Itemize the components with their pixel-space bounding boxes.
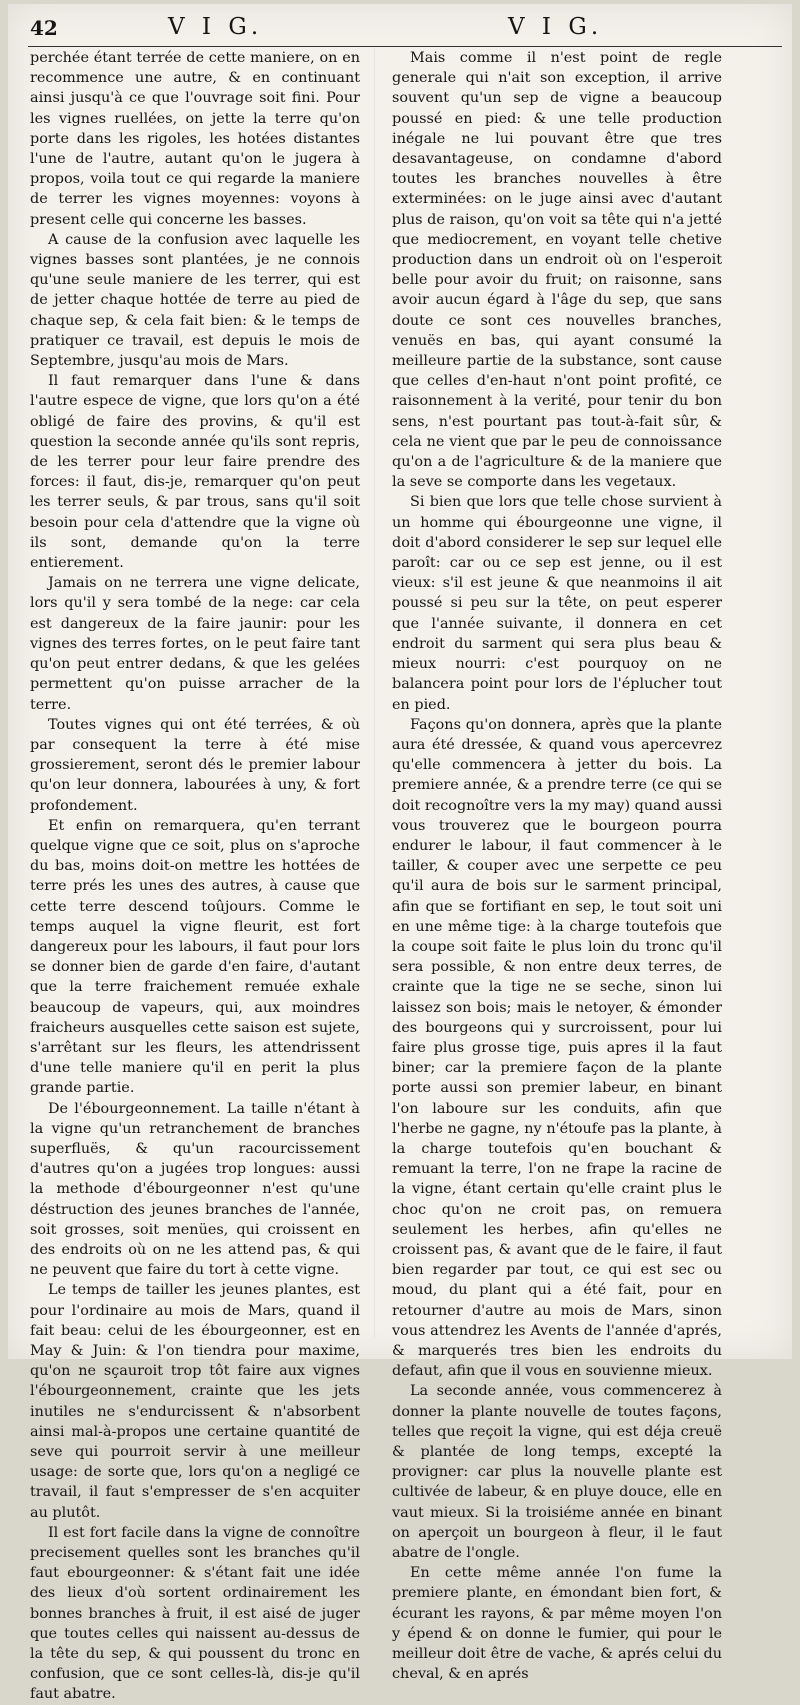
running-head-left: V I G. — [168, 14, 264, 40]
page-header — [8, 12, 792, 46]
paragraph: perchée étant terrée de cette maniere, on en recommence une autre, & en continuant ainsi jusqu'à ce que l'ouvrage soit fini. Pour les vignes ruellées, on jette la terre qu'on porte dans les rigoles, les hotées distantes l'une de l'autre, autant qu'on le jugera à propos, voila tout ce qui regarde la maniere de terrer les vignes moyennes: voyons à present celle qui concerne les basses. — [30, 50, 360, 228]
page-number: 42 — [30, 16, 58, 40]
running-head-right: V I G. — [508, 14, 604, 40]
left-column — [30, 48, 360, 1705]
paragraph: Façons qu'on donnera, après que la plante aura été dressée, & quand vous apercevrez qu'elle commencera à jetter du bois. La premiere année, & a prendre terre (ce qui se doit recognoître vers la my may) quand aussi vous trouverez que le bourgeon pourra endurer le labour, il faut commencer à le tailler, & couper avec une serpette ce peu qu'il aura de bois sur le sarment principal, afin que se fortifiant en sep, le tout soit uni en une même tige: à la charge toutefois que la coupe soit faite le plus loin du tronc qu'il sera possible, & non entre deux terres, de crainte que la tige ne se seche, sinon lui laissez son bois; mais le netoyer, & émonder des bourgeons qui y surcroissent, pour lui faire plus grosse tige, puis apres il la faut biner; car la premiere façon de la plante porte aussi son premier labeur, en binant l'on laboure sur les conduits, afin que l'herbe ne gagne, ny n'étoufe pas la plante, à la charge toutefois qu'en bouchant & remuant la terre, l'on ne frape la racine de la vigne, étant certain qu'elle craint plus le choc qu'on ne croit pas, on remuera seulement les herbes, afin qu'elles ne croissent pas, & avant que de le faire, il faut bien regarder par tout, ce qui est sec ou moud, du plant qui a été fait, pour en retourner d'autre au mois de Mars, sinon vous attendrez les Avents de l'année d'aprés, & marquerés tres bien les endroits du defaut, afin que il vous en souvienne mieux. — [392, 716, 722, 1380]
paragraph: Le temps de tailler les jeunes plantes, est pour l'ordinaire au mois de Mars, quand il fait beau: celui de les ébourgeonner, est en May & Juin: & l'on tiendra pour maxime, qu'on ne sçauroit trop tôt faire aux vignes l'ébourgeonnement, crainte que les jets inutiles ne s'endurcissent & n'absorbent ainsi mal-à-propos une certaine quantité de seve qui pourroit servir à une meilleur usage: de sorte que, lors qu'on a negligé ce travail, il faut s'empresser de s'en acquiter au plutôt. — [30, 1282, 360, 1521]
paragraph: La seconde année, vous commencerez à donner la plante nouvelle de toutes façons, telles que reçoit la vigne, qui est déja creuë & plantée de long temps, excepté la provigner: car plus la nouvelle plante est cultivée de labeur, & en pluye douce, elle en vaut mieux. Si la troisiéme année en binant on aperçoit un bourgeon à fleur, il le faut abatre de l'ongle. — [392, 1383, 722, 1562]
paragraph: En cette même année l'on fume la premiere plante, en émondant bien fort, & écurant les rayons, & par même moyen l'on y épend & on donne le fumier, qui pour le meilleur doit être de vache, & aprés celui du cheval, & en aprés — [392, 1565, 722, 1683]
paragraph: Mais comme il n'est point de regle generale qui n'ait son exception, il arrive souvent qu'un sep de vigne a beaucoup poussé en pied: & une telle production inégale ne lui pouvant être que tres desavantageuse, on condamne d'abord toutes les branches nouvelles à être exterminées: on le juge ainsi avec d'autant plus de raison, qu'on voit sa tête qui n'a jetté que mediocrement, en voyant telle chetive production dans un endroit où on l'esperoit belle pour avoir du fruit; on raisonne, sans avoir aucun égard à l'âge du sep, que sans doute ce sont ces nouvelles branches, venuës en bas, qui ayant consumé la meilleure partie de la substance, sont cause que celles d'en-haut n'ont point profité, ce raisonnement à la verité, pour tenir du bon sens, n'est pourtant pas tout-à-fait sûr, & cela ne vient que par le peu de connoissance qu'on a de l'agriculture & de la maniere que la seve se comporte dans les vegetaux. — [392, 50, 722, 491]
paragraph: Il faut remarquer dans l'une & dans l'autre espece de vigne, que lors qu'on a été obligé de faire des provins, & qu'il est question la seconde année qu'ils sont repris, de les terrer pour leur faire prendre des forces: il faut, dis-je, remarquer qu'on peut les terrer seuls, & par trous, sans qu'il soit besoin pour cela d'attendre que la vigne où ils sont, demande qu'on la terre entierement. — [30, 373, 360, 572]
paragraph: Il est fort facile dans la vigne de connoître precisement quelles sont les branches qu'il faut ebourgeonner: & s'étant fait une idée des lieux d'où sortent ordinairement les bonnes branches à fruit, il est aisé de juger que toutes celles qui naissent au-dessus de la tête du sep, & qui poussent du tronc en confusion, que ce sont celles-là, dis-je qu'il faut abatre. — [30, 1524, 360, 1703]
header-rule — [28, 46, 782, 47]
column-gutter — [374, 48, 375, 1338]
paragraph: A cause de la confusion avec laquelle les vignes basses sont plantées, je ne connois qu'une seule maniere de les terrer, qui est de jetter chaque hottée de terre au pied de chaque sep, & cela fait bien: & le temps de pratiquer ce travail, est depuis le mois de Septembre, jusqu'au mois de Mars. — [30, 231, 360, 370]
paragraph: Et enfin on remarquera, qu'en terrant quelque vigne que ce soit, plus on s'aproche du bas, moins doit-on mettre les hottées de terre prés les unes des autres, à cause que cette terre descend toûjours. Comme le temps auquel la vigne fleurit, est fort dangereux pour les labours, il faut pour lors se donner bien de garde d'en faire, d'autant que la terre fraichement remuée exhale beaucoup de vapeurs, qui, aux moindres fraicheurs ausquelles cette saison est sujete, s'arrêtant sur les fleurs, les attendrissent d'une telle maniere qu'il en perit la plus grande partie. — [30, 817, 360, 1097]
paragraph: De l'ébourgeonnement. La taille n'étant à la vigne qu'un retranchement de branches superfluës, & qu'un racourcissement d'autres qu'on a jugées trop longues: aussi la methode d'ébourgeonner n'est qu'une déstruction des jeunes branches de l'année, soit grosses, soit menües, qui croissent en des endroits où on ne les attend pas, & qui ne peuvent que faire du tort à cette vigne. — [30, 1100, 360, 1279]
paragraph: Jamais on ne terrera une vigne delicate, lors qu'il y sera tombé de la nege: car cela est dangereux de la faire jaunir: pour les vignes des terres fortes, on le peut faire tant qu'on peut entrer dedans, & que les gelées permettent qu'on puisse arracher de la terre. — [30, 575, 360, 713]
paragraph: Si bien que lors que telle chose survient à un homme qui ébourgeonne une vigne, il doit d'abord considerer le sep sur lequel elle paroît: car ou ce sep est jenne, ou il est vieux: s'il est jeune & que neanmoins il ait poussé si peu sur la tête, on peut esperer que l'année suivante, il donnera en cet endroit du sarment qui sera plus beau & mieux nourri: c'est pourquoy on ne balancera point pour lors de l'éplucher tout en pied. — [392, 494, 722, 713]
right-column — [392, 48, 722, 1684]
book-page — [8, 4, 792, 1703]
paragraph: Toutes vignes qui ont été terrées, & où par consequent la terre à été mise grossierement, seront dés le premier labour qu'on leur donnera, labourées à uny, & fort profondement. — [30, 716, 360, 814]
